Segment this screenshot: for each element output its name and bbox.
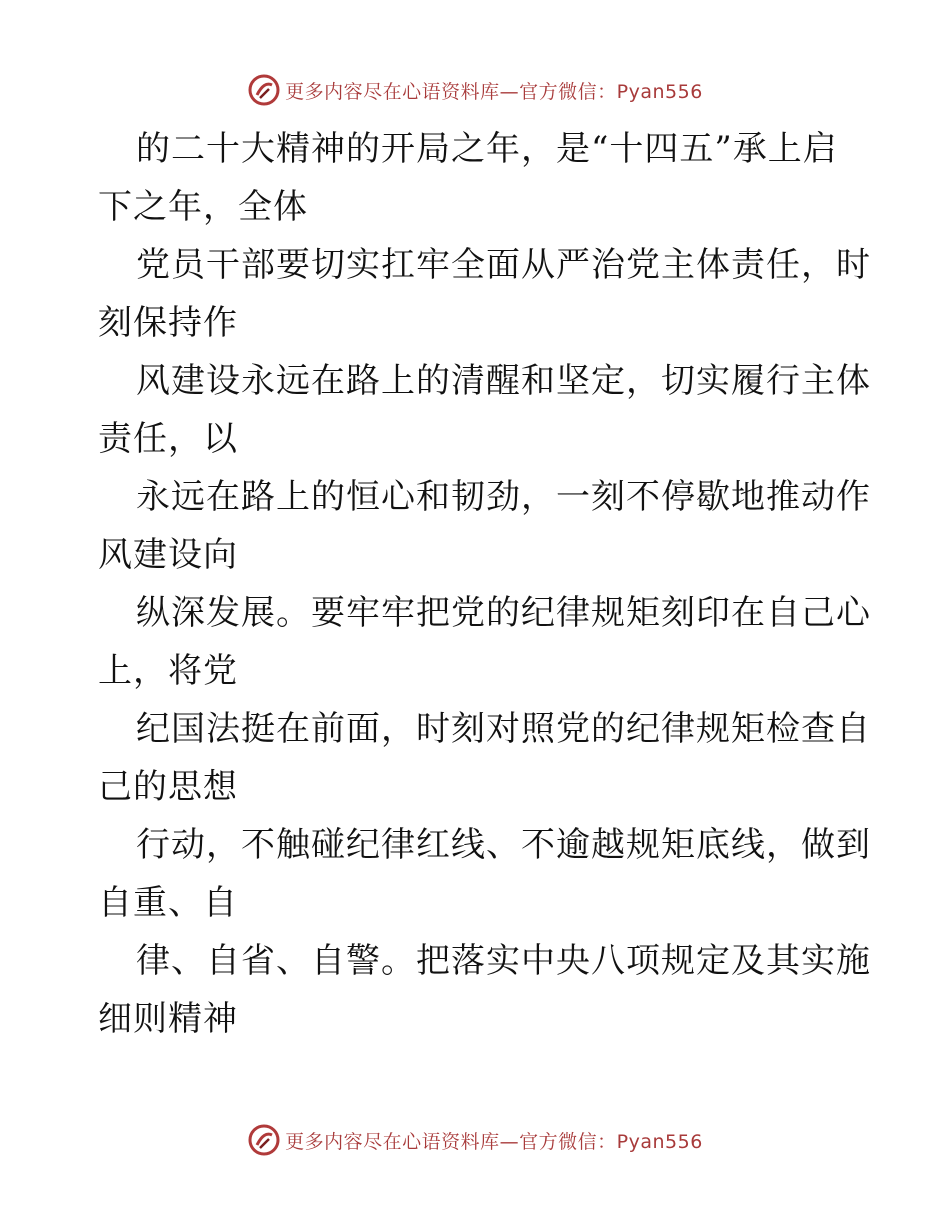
text-line: 党员干部要切实扛牢全面从严治党主体责任，时: [136, 245, 871, 285]
footer-banner-text: 更多内容尽在心语资料库—官方微信：Pyan556: [285, 1130, 703, 1153]
text-line: 己的思想: [98, 767, 238, 807]
brand-logo-icon: [247, 73, 281, 107]
header-banner: [0, 70, 950, 110]
text-line: 永远在路上的恒心和韧劲，一刻不停歇地推动作: [136, 477, 871, 517]
header-banner-text: 更多内容尽在心语资料库—官方微信：Pyan556: [285, 80, 703, 103]
text-line: 风建设永远在路上的清醒和坚定，切实履行主体: [136, 361, 871, 401]
text-line: 上，将党: [98, 651, 238, 691]
footer-banner: [0, 1120, 950, 1160]
text-line: 下之年，全体: [98, 187, 308, 227]
text-line: 纪国法挺在前面，时刻对照党的纪律规矩检查自: [136, 709, 871, 749]
text-line: 责任，以: [98, 419, 238, 459]
brand-logo-icon: [247, 1123, 281, 1157]
text-line: 细则精神: [98, 999, 238, 1039]
text-line: 的二十大精神的开局之年，是“十四五”承上启: [136, 129, 838, 169]
text-line: 律、自省、自警。把落实中央八项规定及其实施: [136, 941, 871, 981]
text-line: 行动，不触碰纪律红线、不逾越规矩底线，做到: [136, 825, 871, 865]
text-line: 自重、自: [98, 883, 238, 923]
document-body: [98, 120, 871, 1048]
text-line: 风建设向: [98, 535, 238, 575]
text-line: 刻保持作: [98, 303, 238, 343]
text-line: 纵深发展。要牢牢把党的纪律规矩刻印在自己心: [136, 593, 871, 633]
